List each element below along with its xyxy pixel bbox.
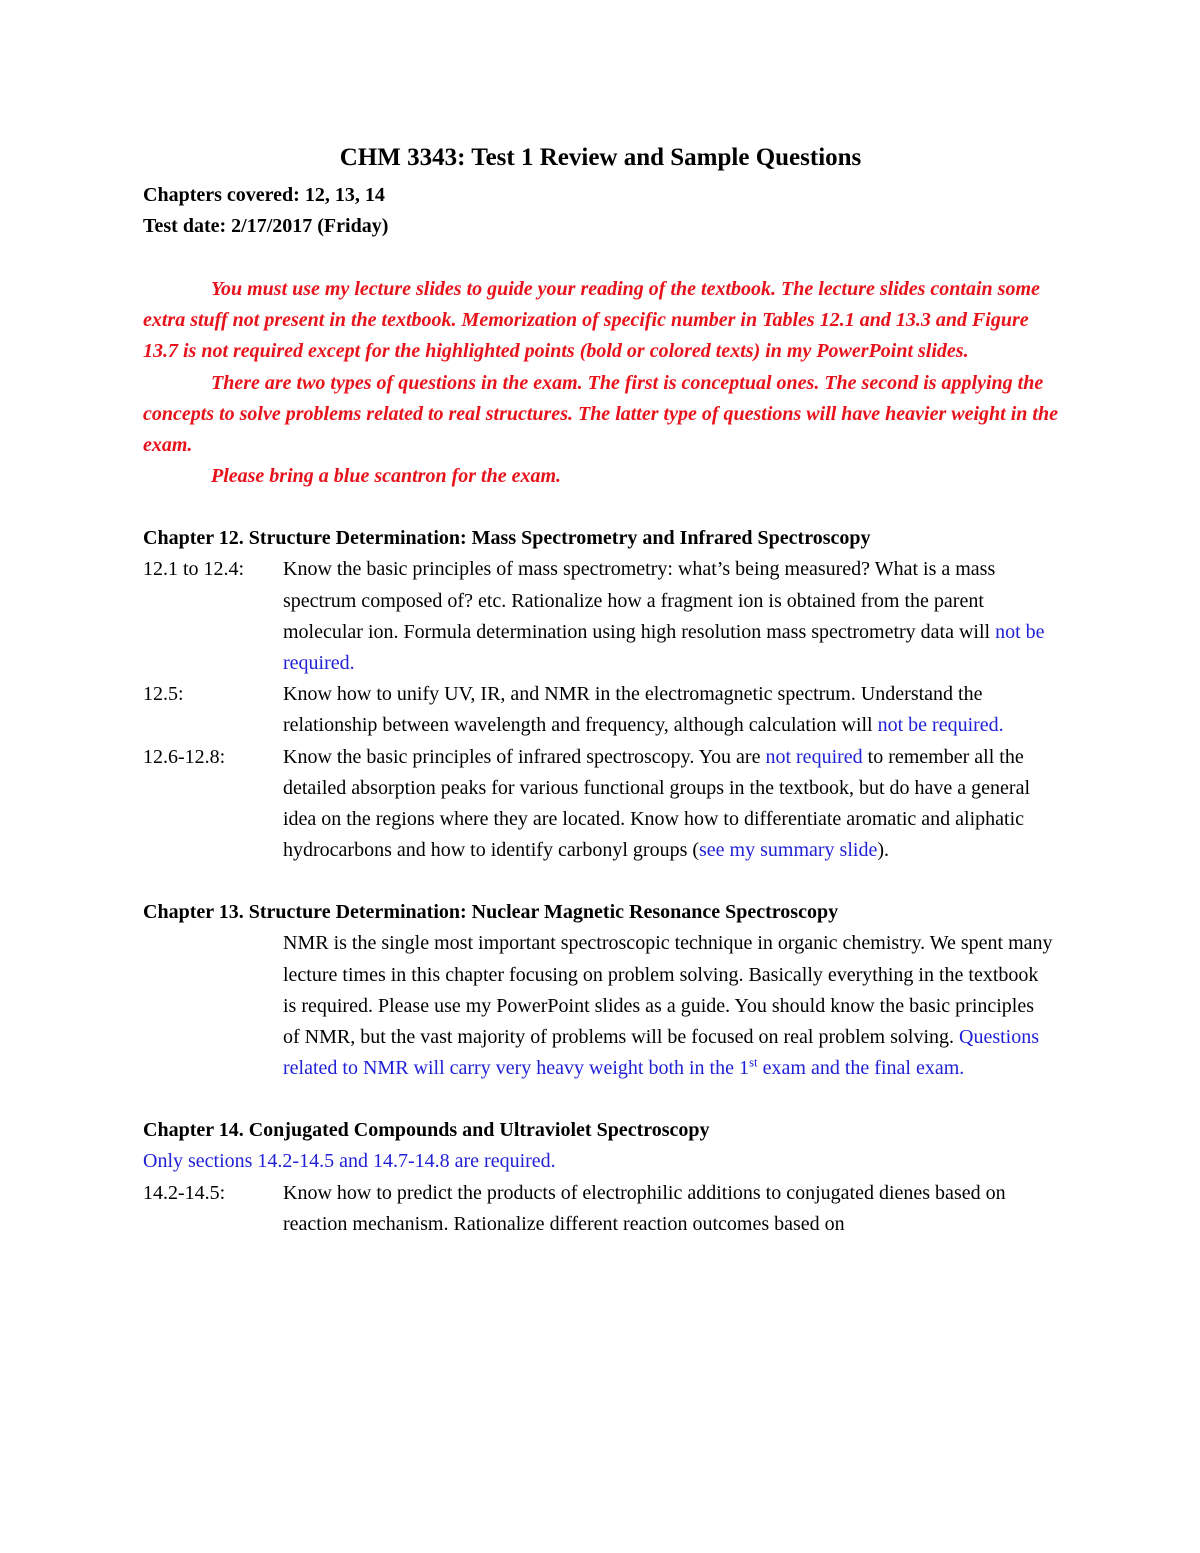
chapter-12-row-2 — [143, 679, 1058, 741]
section-description — [283, 928, 1053, 1084]
instructor-notice — [143, 274, 1058, 492]
chapter-13-row — [143, 928, 1058, 1084]
description-text: Know how to unify UV, IR, and NMR in the electromagnetic spectrum. Understand the relationship between wavelength and frequency, although calculation will — [283, 683, 983, 737]
superscript-text: st — [749, 1054, 758, 1070]
chapter-12-section — [143, 523, 1058, 866]
highlight-text-part: Questions related to NMR will carry very heavy weight both in the 1 — [283, 1026, 1039, 1080]
description-text: NMR is the single most important spectroscopic technique in organic chemistry. We spent many lecture times in this chapter focusing on problem solving. Basically everything in the textbook is required. Please use my PowerPoint slides as a guide. You should know the basic principles of NMR, but the vast majority of problems will be focused on real problem solving. — [283, 932, 1053, 1049]
notice-paragraph-3: Please bring a blue scantron for the exam. — [211, 465, 562, 488]
description-text: Know the basic principles of mass spectrometry: what’s being measured? What is a mass spectrum composed of? etc. Rationalize how a fragment ion is obtained from the parent molecular ion. Formula determination using high resolution mass spectrometry data will — [283, 558, 996, 643]
description-text: to remember all the detailed absorption peaks for various functional groups in the textbook, but do have a general idea on the regions where they are located. Know how to differentiate aromatic and aliphatic hydrocarbons and how to identify carbonyl groups ( — [283, 745, 1031, 862]
section-description — [283, 554, 1053, 679]
notice-paragraph-1: You must use my lecture slides to guide your reading of the textbook. The lecture slides contain some extra stuff not present in the textbook. Memorization of specific number in Tables 12.1 and 13.3 and Figure 13.7 is not required except for the highlighted points (bold or colored texts) in my PowerPoint slides. — [143, 278, 1040, 363]
chapters-covered: Chapters covered: 12, 13, 14 — [143, 184, 385, 206]
document-content — [143, 143, 1058, 1240]
chapter-12-row-3 — [143, 742, 1058, 867]
highlight-text: not be required. — [877, 714, 1004, 737]
chapter-13-section — [143, 897, 1058, 1084]
section-number: 12.1 to 12.4: — [143, 558, 245, 581]
highlight-text: not be required. — [283, 620, 1045, 675]
section-number: 12.6-12.8: — [143, 745, 226, 768]
highlight-text: see my summary slide — [699, 839, 878, 862]
notice-paragraph-2: There are two types of questions in the exam. The first is conceptual ones. The second is applying the concepts to solve problems related to real structures. The latter type of questions will have heavier weight in the exam. — [143, 371, 1058, 457]
chapter-14-row-1 — [143, 1178, 1058, 1240]
chapter-12-heading: Chapter 12. Structure Determination: Mass Spectrometry and Infrared Spectroscopy — [143, 527, 871, 550]
section-number: 12.5: — [143, 683, 184, 706]
section-description — [283, 679, 1053, 741]
chapter-14-section — [143, 1115, 1058, 1240]
highlight-text: not required — [765, 745, 863, 768]
highlight-text-part: exam and the final exam. — [757, 1057, 965, 1080]
section-description: Know how to predict the products of electrophilic additions to conjugated dienes based on reaction mechanism. Rationalize different reaction outcomes based on — [283, 1181, 1006, 1235]
section-number: 14.2-14.5: — [143, 1181, 226, 1204]
section-description — [283, 742, 1053, 867]
test-date: Test date: 2/17/2017 (Friday) — [143, 215, 389, 237]
chapter-12-row-1 — [143, 554, 1058, 679]
chapter-14-note: Only sections 14.2-14.5 and 14.7-14.8 are required. — [143, 1150, 556, 1173]
description-text: Know the basic principles of infrared spectroscopy. You are — [283, 745, 766, 768]
page-title: CHM 3343: Test 1 Review and Sample Questions — [339, 144, 862, 171]
section-number-empty — [143, 928, 283, 1084]
chapter-14-heading: Chapter 14. Conjugated Compounds and Ultraviolet Spectroscopy — [143, 1119, 710, 1142]
chapter-13-heading: Chapter 13. Structure Determination: Nuclear Magnetic Resonance Spectroscopy — [143, 901, 839, 924]
description-text: ). — [877, 839, 889, 862]
